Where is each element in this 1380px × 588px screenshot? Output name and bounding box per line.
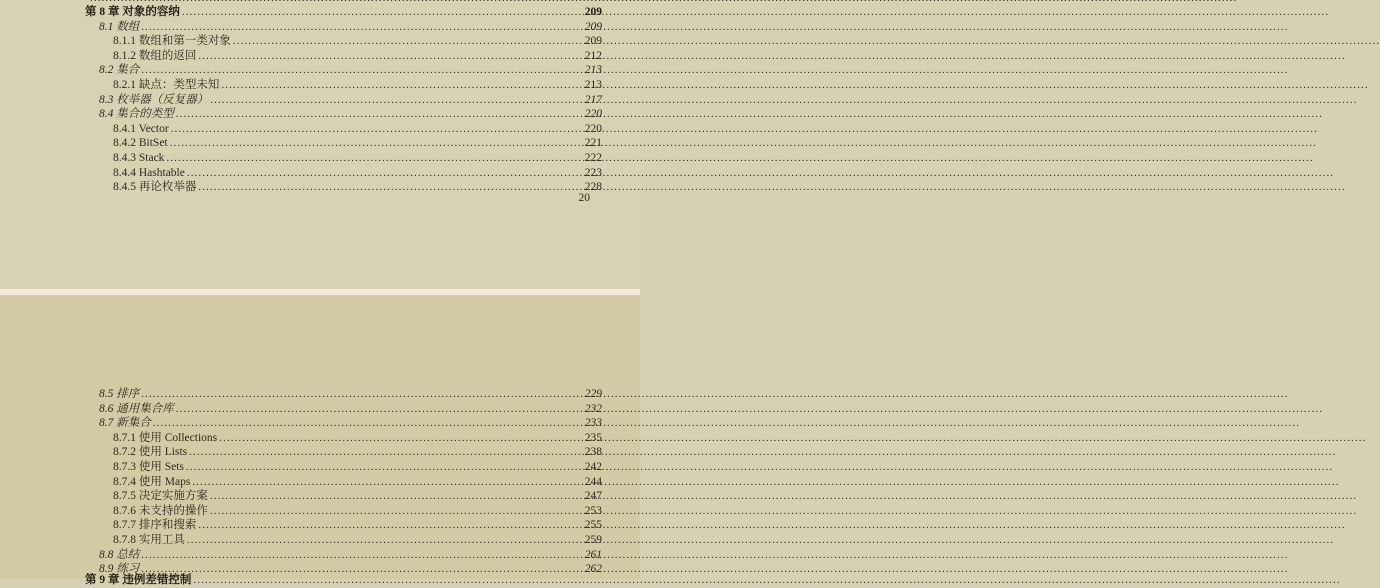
toc-entry <box>0 20 640 35</box>
toc-entry-label: 8.5 排序 <box>99 388 140 400</box>
toc-entry-label: 8.4.2 BitSet <box>113 137 168 150</box>
toc-entry <box>0 93 640 108</box>
toc-entry-page: 220 <box>584 122 602 135</box>
toc-leader-dots <box>141 548 582 563</box>
toc-entry-page: 261 <box>584 548 602 561</box>
toc-entry-label: 8.4.3 Stack <box>113 151 165 164</box>
toc-leader-dots <box>170 136 582 151</box>
toc-leader-dots <box>141 63 582 78</box>
toc-entry <box>0 504 640 519</box>
toc-leader-dots <box>176 402 582 417</box>
toc-entry-label: 8.7.7 排序和搜索 <box>113 519 197 532</box>
toc-entry-label: 8.6 通用集合库 <box>99 402 174 415</box>
toc-entry-label: 8.2 集合 <box>99 64 140 77</box>
toc-leader-dots <box>90 0 600 4</box>
toc-entry-page: 222 <box>584 151 602 164</box>
toc-entry-label: 8.3 枚举器（反复器） <box>99 93 209 106</box>
toc-entry-label: 8.4.5 再论枚举器 <box>113 181 197 194</box>
toc-entry-label: 8.7.3 使用 Sets <box>113 460 184 473</box>
toc-leader-dots <box>187 533 582 548</box>
toc-entry-page: 242 <box>584 460 602 473</box>
toc-list-page1 <box>0 5 640 195</box>
toc-leader-dots <box>153 416 582 431</box>
toc-entry <box>0 416 640 431</box>
toc-entry <box>0 166 640 181</box>
toc-leader-dots <box>141 387 582 402</box>
toc-entry-label: 8.9 练习 <box>99 563 140 576</box>
scanned-page-2 <box>0 295 640 587</box>
toc-leader-dots <box>166 151 581 166</box>
toc-entry-page: 235 <box>584 431 602 444</box>
toc-entry <box>0 180 640 195</box>
toc-entry-label: 8.7.1 使用 Collections <box>113 431 218 444</box>
toc-leader-dots <box>189 445 582 460</box>
toc-entry-label: 8.7.5 决定实施方案 <box>113 490 208 503</box>
toc-leader-dots <box>210 504 582 519</box>
toc-entry <box>0 387 640 402</box>
toc-leader-dots <box>198 180 581 195</box>
toc-entry <box>0 402 640 417</box>
toc-leader-dots <box>141 20 582 35</box>
toc-entry-page: 244 <box>584 475 602 488</box>
toc-entry <box>0 122 640 137</box>
toc-entry-label: 8.7.6 未支持的操作 <box>113 504 208 517</box>
toc-leader-dots <box>221 78 581 93</box>
toc-entry-label: 8.7.4 使用 Maps <box>113 475 191 488</box>
toc-entry <box>0 445 640 460</box>
toc-entry <box>0 136 640 151</box>
toc-leader-dots <box>193 573 599 588</box>
toc-entry-page: 229 <box>584 388 602 400</box>
toc-entry-label: 8.2.1 缺点：类型未知 <box>113 78 220 91</box>
page-number: 20 <box>578 192 590 204</box>
toc-entry-page: 213 <box>584 64 602 77</box>
toc-entry-label: 8.8 总结 <box>99 548 140 561</box>
toc-entry-page: 213 <box>584 78 602 91</box>
toc-entry-page: 223 <box>584 166 602 179</box>
toc-leader-dots <box>182 5 582 20</box>
toc-entry-page: 238 <box>584 446 602 459</box>
scanned-page-1 <box>0 0 640 289</box>
toc-entry <box>0 518 640 533</box>
toc-entry <box>0 431 640 446</box>
toc-entry <box>0 489 640 504</box>
toc-entry-page: 253 <box>584 504 602 517</box>
toc-entry-label: 8.7.8 实用工具 <box>113 533 185 546</box>
toc-entry-page: 255 <box>584 519 602 532</box>
toc-entry-label: 第 8 章 对象的容纳 <box>85 6 180 18</box>
toc-leader-dots <box>210 489 582 504</box>
toc-entry-page: 209 <box>584 6 602 18</box>
toc-leader-dots <box>187 166 582 181</box>
toc-leader-dots <box>186 460 582 475</box>
toc-leader-dots <box>219 431 582 446</box>
toc-leader-dots <box>233 34 582 49</box>
toc-entry-label: 8.7.2 使用 Lists <box>113 446 188 459</box>
toc-entry-page: 233 <box>584 417 602 430</box>
toc-entry-page: 247 <box>584 490 602 503</box>
toc-leader-dots <box>176 107 582 122</box>
toc-entry-label: 8.1 数组 <box>99 20 140 33</box>
toc-entry <box>0 548 640 563</box>
toc-entry-label: 8.7 新集合 <box>99 417 151 430</box>
toc-entry-label: 8.1.1 数组和第一类对象 <box>113 35 231 48</box>
toc-entry <box>0 5 640 20</box>
clipped-toc-leader-line <box>90 0 600 3</box>
toc-entry-label: 8.4.4 Hashtable <box>113 166 185 179</box>
toc-leader-dots <box>198 518 581 533</box>
toc-entry-page: 212 <box>584 49 602 62</box>
toc-entry-page: 209 <box>584 35 602 48</box>
toc-entry-label: 8.4 集合的类型 <box>99 108 174 121</box>
toc-entry-clipped <box>0 573 640 588</box>
toc-entry-page: 232 <box>584 402 602 415</box>
toc-entry-page: 220 <box>584 108 602 121</box>
toc-entry-label: 第 9 章 违例差错控制 <box>85 574 192 587</box>
toc-entry <box>0 49 640 64</box>
toc-entry <box>0 63 640 78</box>
toc-entry <box>0 107 640 122</box>
toc-entry <box>0 34 640 49</box>
toc-entry-page: 228 <box>584 181 602 194</box>
toc-entry-label: 8.1.2 数组的返回 <box>113 49 197 62</box>
toc-entry-page: 262 <box>584 563 602 576</box>
toc-entry <box>0 475 640 490</box>
toc-entry <box>0 151 640 166</box>
toc-entry-page: 259 <box>584 533 602 546</box>
toc-leader-dots <box>198 49 581 64</box>
toc-entry-page: 221 <box>584 137 602 150</box>
toc-list-page2 <box>0 387 640 588</box>
toc-entry-label: 8.4.1 Vector <box>113 122 169 135</box>
toc-entry <box>0 533 640 548</box>
toc-entry-page: 209 <box>584 20 602 33</box>
toc-leader-dots <box>171 122 582 137</box>
toc-leader-dots <box>210 93 582 108</box>
toc-entry-page: 217 <box>584 93 602 106</box>
toc-entry <box>0 78 640 93</box>
toc-entry <box>0 460 640 475</box>
document-viewport <box>0 0 640 587</box>
toc-leader-dots <box>192 475 581 490</box>
